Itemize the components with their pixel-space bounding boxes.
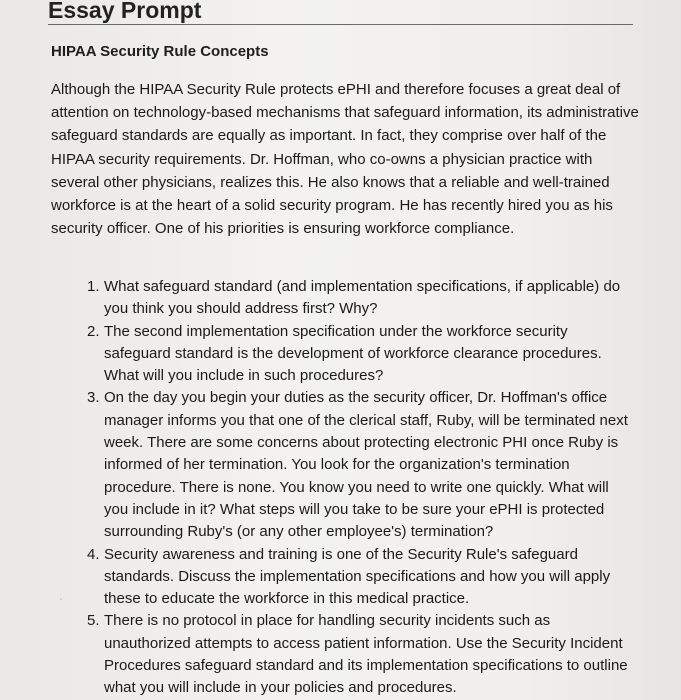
- question-number: 3.: [87, 389, 100, 407]
- question-list: [87, 276, 635, 700]
- page-title: Essay Prompt: [48, 0, 202, 23]
- question-item: [87, 544, 635, 611]
- paper-speck: [60, 598, 62, 600]
- question-text: On the day you begin your duties as the security officer, Dr. Hoffman's office manager informs you that one of the clerical staff, Ruby, will be terminated next week. There are some concerns about protecting electronic PHI once Ruby is informed of her termination. You look for the organization's termination procedure. There is none. You know you need to write one quickly. What will you include in it? What steps will you take to be sure your ePHI is protected surrounding Ruby's (or any other employee's) termination?: [104, 389, 628, 541]
- title-divider: [48, 24, 633, 25]
- question-text: What safeguard standard (and implementation specifications, if applicable) do you think you should address first? Why?: [104, 278, 621, 318]
- question-text: The second implementation specification under the workforce security safeguard standard is the development of workforce clearance procedures. What will you include in such procedures?: [104, 322, 602, 385]
- question-number: 2.: [87, 322, 100, 340]
- question-item: [87, 610, 635, 699]
- question-number: 4.: [87, 545, 100, 563]
- question-item: [87, 276, 635, 321]
- question-text: There is no protocol in place for handling security incidents such as unauthorized attempts to access patient information. Use the Security Incident Procedures safeguard standard and its implementation specifications to outline what you will include in your policies and procedures.: [104, 612, 628, 697]
- question-item: [87, 321, 635, 388]
- question-number: 5.: [87, 612, 100, 630]
- intro-paragraph: Although the HIPAA Security Rule protects ePHI and therefore focuses a great deal of attention on technology-based mechanisms that safeguard information, its administrative safeguard standards are equally as important. In fact, they comprise over half of the HIPAA security requirements. Dr. Hoffman, who co-owns a physician practice with several other physicians, realizes this. He also knows that a reliable and well-trained workforce is at the heart of a solid security program. He has recently hired you as his security officer. One of his priorities is ensuring workforce compliance.: [51, 81, 639, 238]
- question-item: [87, 387, 635, 543]
- question-number: 1.: [87, 278, 100, 295]
- section-heading: HIPAA Security Rule Concepts: [51, 43, 269, 60]
- question-text: Security awareness and training is one of the Security Rule's safeguard standards. Discuss the implementation specifications and how you will apply these to educate the workforce in this medical practice.: [104, 545, 611, 608]
